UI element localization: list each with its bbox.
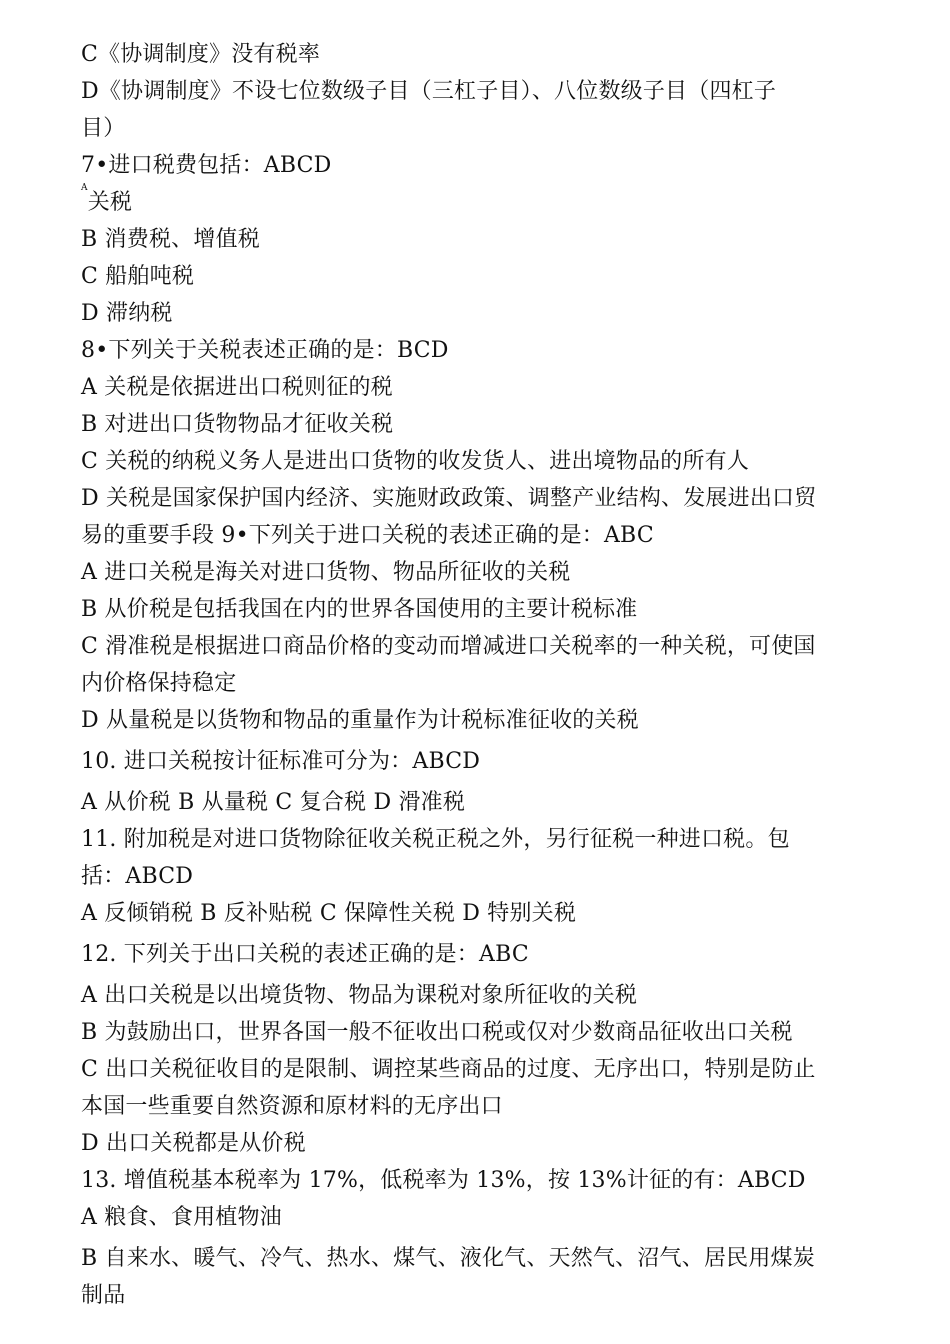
option-text: 关税: [87, 190, 133, 215]
option-line: A 出口关税是以出境货物、物品为课税对象所征收的关税: [81, 983, 638, 1008]
option-line: C 出口关税征收目的是限制、调控某些商品的过度、无序出口，特别是防止: [81, 1057, 816, 1082]
option-line: B 对进出口货物物品才征收关税: [81, 412, 394, 437]
option-line: B 自来水、暖气、冷气、热水、煤气、液化气、天然气、沼气、居民用煤炭: [81, 1246, 815, 1271]
option-line: A 进口关税是海关对进口货物、物品所征收的关税: [81, 560, 571, 585]
text-line: 本国一些重要自然资源和原材料的无序出口: [81, 1094, 503, 1119]
option-line: D 从量税是以货物和物品的重量作为计税标准征收的关税: [81, 708, 639, 733]
text-line: 易的重要手段 9•下列关于进口关税的表述正确的是：ABC: [81, 523, 654, 548]
option-line: A 关税是依据进出口税则征的税: [81, 375, 393, 400]
text-line: 制品: [81, 1283, 126, 1308]
question-11: 11. 附加税是对进口货物除征收关税正税之外，另行征税一种进口税。包: [81, 827, 790, 852]
option-line: B 为鼓励出口，世界各国一般不征收出口税或仅对少数商品征收出口关税: [81, 1020, 793, 1045]
option-line: C 船舶吨税: [81, 264, 195, 289]
option-line: D 滞纳税: [81, 301, 173, 326]
option-line: A 反倾销税 B 反补贴税 C 保障性关税 D 特别关税: [81, 901, 577, 926]
text-line: 目）: [81, 116, 126, 141]
question-7: 7•进口税费包括：ABCD: [81, 153, 332, 178]
option-line: C 滑准税是根据进口商品价格的变动而增减进口关税率的一种关税，可使国: [81, 634, 816, 659]
option-line: D 出口关税都是从价税: [81, 1131, 306, 1156]
option-line: A 从价税 B 从量税 C 复合税 D 滑准税: [81, 790, 466, 815]
question-10: 10. 进口关税按计征标准可分为：ABCD: [81, 749, 481, 774]
option-line: B 消费税、增值税: [81, 227, 260, 252]
question-8: 8•下列关于关税表述正确的是：BCD: [81, 338, 449, 363]
text-line: D《协调制度》不设七位数级子目（三杠子目）、八位数级子目（四杠子: [81, 79, 777, 104]
option-line: [81, 184, 881, 221]
text-line: 内价格保持稳定: [81, 671, 237, 696]
option-line: D 关税是国家保护国内经济、实施财政政策、调整产业结构、发展进出口贸: [81, 486, 817, 511]
option-line: A 粮食、食用植物油: [81, 1205, 282, 1230]
question-12: 12. 下列关于出口关税的表述正确的是：ABC: [81, 942, 529, 967]
question-13: 13. 增值税基本税率为 17%，低税率为 13%，按 13%计征的有：ABCD: [81, 1168, 806, 1193]
option-line: C 关税的纳税义务人是进出口货物的收发货人、进出境物品的所有人: [81, 449, 750, 474]
text-line: 括：ABCD: [81, 864, 194, 889]
option-line: B 从价税是包括我国在内的世界各国使用的主要计税标准: [81, 597, 638, 622]
option-marker: A: [81, 183, 88, 193]
document-page: [81, 36, 881, 1314]
text-line: C《协调制度》没有税率: [81, 42, 321, 67]
